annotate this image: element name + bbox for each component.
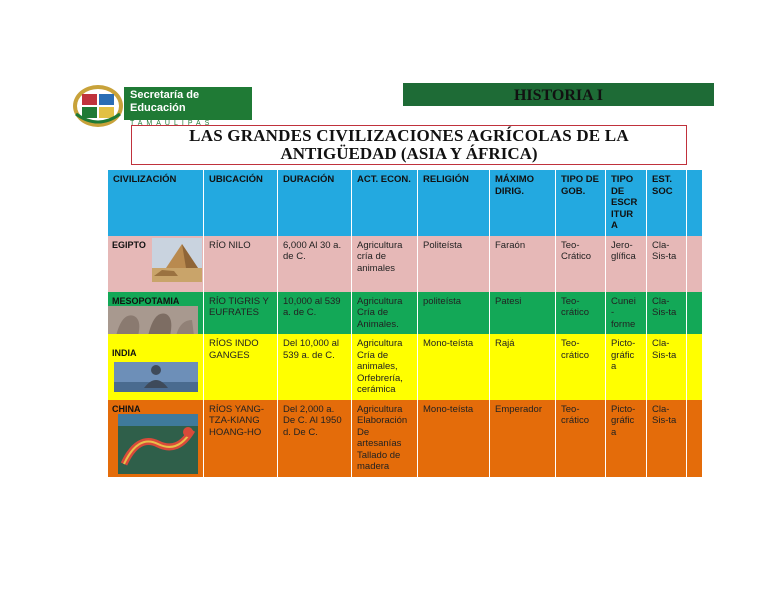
page-title [131, 125, 687, 165]
civilizations-table [107, 170, 703, 477]
ubicacion-cell: RÍO NILO [204, 236, 278, 292]
secretaria-educacion-logo [72, 84, 252, 128]
page-title-line-2: ANTIGÜEDAD (ASIA Y ÁFRICA) [280, 144, 538, 163]
actividad-cell: Agricultura Elaboración De artesanías Tallado de madera [352, 400, 418, 477]
civilization-cell [108, 334, 204, 400]
column-header: ACT. ECON. [352, 170, 418, 236]
extra-cell [687, 292, 703, 335]
escritura-cell: Cunei - forme [606, 292, 647, 335]
sociedad-cell: Cla-Sis-ta [647, 334, 687, 400]
dirigente-cell: Emperador [490, 400, 556, 477]
gobierno-cell: Teo-crático [556, 334, 606, 400]
actividad-cell: Agricultura Cría de animales, Orfebrería, cerámica [352, 334, 418, 400]
gobierno-cell: Teo-crático [556, 292, 606, 335]
column-header: RELIGIÓN [418, 170, 490, 236]
logo-line-1: Secretaría de [130, 89, 200, 101]
sociedad-cell: Cla-Sis-ta [647, 400, 687, 477]
column-header: DURACIÓN [278, 170, 352, 236]
escritura-cell: Picto-gráfic a [606, 334, 647, 400]
page-title-line-1: LAS GRANDES CIVILIZACIONES AGRÍCOLAS DE LA [189, 126, 629, 145]
extra-cell [687, 400, 703, 477]
pyramids-sphinx-image [152, 238, 202, 282]
course-title: HISTORIA I [403, 83, 714, 106]
actividad-cell: Agricultura cría de animales [352, 236, 418, 292]
gobierno-cell: Teo-crático [556, 400, 606, 477]
table-row [108, 236, 703, 292]
religion-cell: Politeísta [418, 236, 490, 292]
duracion-cell: 10,000 al 539 a. de C. [278, 292, 352, 335]
gobierno-cell: Teo-Crático [556, 236, 606, 292]
dirigente-cell: Patesi [490, 292, 556, 335]
column-header [687, 170, 703, 236]
table-header-row [108, 170, 703, 236]
civilization-cell [108, 292, 204, 335]
sociedad-cell: Cla-Sis-ta [647, 292, 687, 335]
column-header: TIPO DE GOB. [556, 170, 606, 236]
civilization-cell [108, 400, 204, 477]
duracion-cell: Del 10,000 al 539 a. de C. [278, 334, 352, 400]
escritura-cell: Picto-gráfic a [606, 400, 647, 477]
extra-cell [687, 334, 703, 400]
tamaulipas-seal-icon [72, 84, 124, 128]
sociedad-cell: Cla-Sis-ta [647, 236, 687, 292]
extra-cell [687, 236, 703, 292]
column-header: EST. SOC [647, 170, 687, 236]
religion-cell: politeísta [418, 292, 490, 335]
logo-state-name: TAMAULIPAS [124, 120, 252, 128]
column-header: TIPO DE ESCR ITUR A [606, 170, 647, 236]
civilization-name: INDIA [112, 348, 137, 358]
column-header: UBICACIÓN [204, 170, 278, 236]
actividad-cell: Agricultura Cría de Animales. [352, 292, 418, 335]
civilization-name: EGIPTO [112, 239, 146, 250]
civilization-name: MESOPOTAMIA [112, 295, 180, 306]
column-header: CIVILIZACIÓN [108, 170, 204, 236]
buddha-statue-image [114, 362, 198, 392]
ubicacion-cell: RÍOS YANG-TZA-KIANG HOANG-HO [204, 400, 278, 477]
escritura-cell: Jero-glífica [606, 236, 647, 292]
civilization-name: CHINA [112, 403, 141, 414]
table-row [108, 334, 703, 400]
religion-cell: Mono-teísta [418, 334, 490, 400]
logo-wordmark [124, 87, 252, 121]
ubicacion-cell: RÍOS INDO GANGES [204, 334, 278, 400]
civilization-cell [108, 236, 204, 292]
dirigente-cell: Faraón [490, 236, 556, 292]
logo-line-2: Educación [130, 102, 186, 114]
assyrian-relief-image [108, 306, 198, 335]
dirigente-cell: Rajá [490, 334, 556, 400]
religion-cell: Mono-teísta [418, 400, 490, 477]
column-header: MÁXIMO DIRIG. [490, 170, 556, 236]
duracion-cell: 6,000 Al 30 a. de C. [278, 236, 352, 292]
table-row [108, 400, 703, 477]
duracion-cell: Del 2,000 a. De C. Al 1950 d. De C. [278, 400, 352, 477]
chinese-dragon-image [118, 414, 198, 474]
table-row [108, 292, 703, 335]
ubicacion-cell: RÍO TIGRIS Y EUFRATES [204, 292, 278, 335]
